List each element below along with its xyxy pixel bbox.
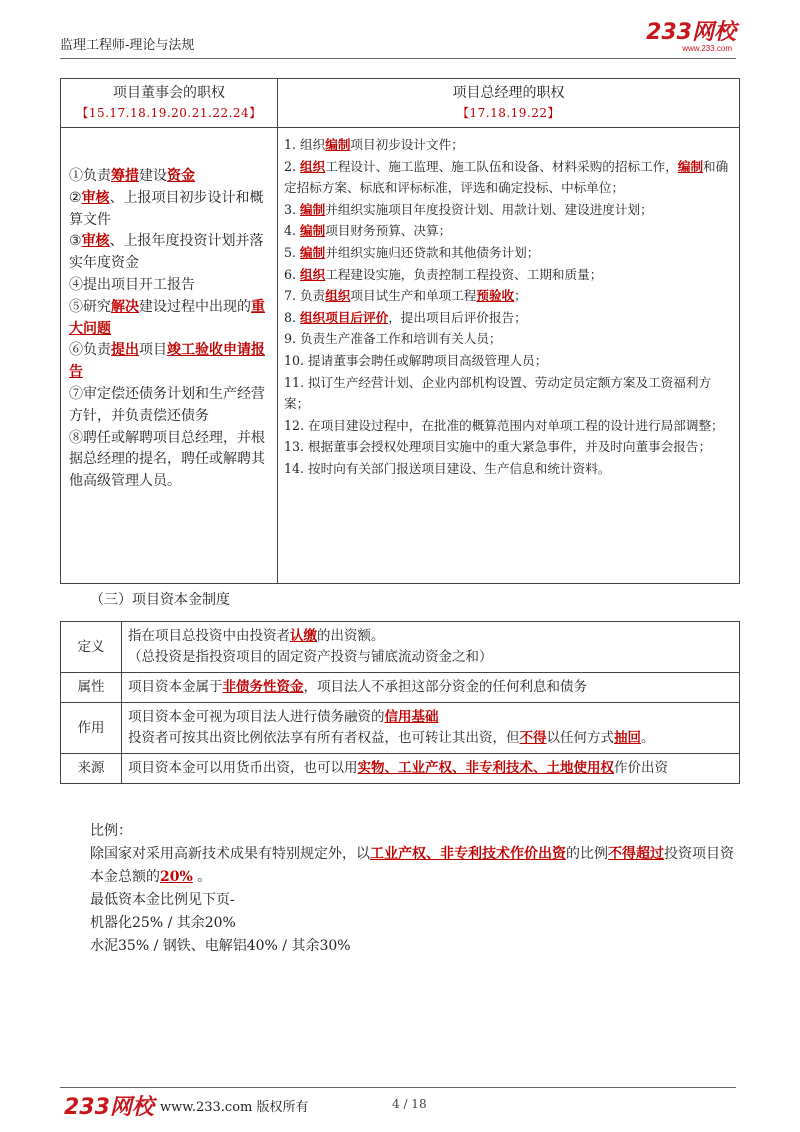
- text-run: 8.: [284, 309, 301, 325]
- keyword-highlight: 提出: [111, 342, 139, 359]
- text-run: 投资者可按其出资比例依法享有所有者权益，也可转让其出资，但: [128, 730, 520, 746]
- capital-row: [61, 622, 740, 673]
- text-run: 5.: [284, 244, 301, 260]
- text-run: 10. 提请董事会聘任或解聘项目高级管理人员；: [284, 352, 548, 368]
- keyword-highlight: 竣工验收申请报告: [69, 342, 265, 381]
- text-run: ⑦审定偿还债务计划和生产经营方针，并负责偿还债务: [69, 385, 265, 424]
- manager-duty-item: [284, 264, 733, 286]
- capital-row-value: [122, 703, 740, 754]
- manager-duty-item: [284, 285, 733, 307]
- keyword-highlight: 解决: [111, 298, 139, 315]
- text-run: 的比例: [566, 846, 608, 862]
- text-run: ；: [514, 288, 527, 304]
- text-run: 工程建设实施，负责控制工程投资、工期和质量；: [325, 266, 603, 282]
- keyword-highlight: 审核: [81, 189, 110, 206]
- text-run: 项目试生产和单项工程: [350, 288, 477, 304]
- capital-row-key: 定义: [61, 622, 122, 673]
- ratio-label: 比例：: [90, 823, 132, 839]
- value-line: [128, 626, 733, 647]
- manager-duty-item: [284, 220, 733, 242]
- text-run: ④提出项目开工报告: [69, 276, 195, 293]
- header-title: 监理工程师-理论与法规: [60, 38, 195, 53]
- text-run: 项目初步设计文件；: [350, 137, 464, 152]
- text-run: 11. 拟订生产经营计划、企业内部机构设置、劳动定员定额方案及工资福利方案；: [284, 374, 712, 412]
- text-run: ①负责: [69, 168, 111, 184]
- text-run: 作价出资: [614, 760, 668, 776]
- text-run: 项目资本金可视为项目法人进行债务融资的: [128, 709, 385, 725]
- capital-row: [61, 673, 740, 703]
- text-run: 除国家对采用高新技术成果有特别规定外，以: [90, 846, 370, 862]
- footer-copyright: www.233.com 版权所有: [160, 1100, 309, 1115]
- capital-row-value: [122, 673, 740, 703]
- text-run: 的出资额。: [317, 628, 385, 644]
- manager-header: 项目总经理的职权 【17.18.19.22】: [278, 79, 740, 128]
- value-line: [128, 647, 733, 668]
- keyword-highlight: 编制: [300, 201, 326, 217]
- authority-table: [60, 78, 740, 584]
- logo-text: 233网校: [646, 20, 736, 45]
- keyword-highlight: 编制: [325, 137, 351, 152]
- manager-duty-item: [284, 350, 733, 372]
- keyword-highlight: 抽回: [614, 730, 641, 746]
- footer-logo[interactable]: 233网校: [64, 1095, 154, 1120]
- keyword-highlight: 不得超过: [608, 846, 664, 862]
- text-run: 投资项目资本金总额的: [90, 846, 734, 885]
- text-run: 3.: [284, 201, 301, 217]
- ratio-line-cement: 水泥35% / 钢铁、电解铝40% / 其余30%: [90, 938, 351, 954]
- text-run: ③: [69, 233, 82, 250]
- text-run: 14. 按时向有关部门报送项目建设、生产信息和统计资料。: [284, 460, 611, 476]
- board-ref: 【15.17.18.19.20.21.22.24】: [76, 106, 262, 120]
- keyword-highlight: 组织: [300, 266, 326, 282]
- text-run: ⑥负责: [69, 342, 111, 359]
- text-run: 和确定招标方案、标底和评标标准，评选和确定投标、中标单位；: [284, 158, 729, 196]
- keyword-highlight: 编制: [300, 244, 326, 260]
- keyword-highlight: 不得: [519, 730, 547, 746]
- manager-duty-item: [284, 436, 733, 458]
- keyword-highlight: 组织: [325, 288, 351, 304]
- keyword-highlight: 非债务性资金: [222, 679, 304, 695]
- value-line: [128, 677, 733, 698]
- manager-duty-item: [284, 242, 733, 264]
- manager-duty-item: [284, 134, 733, 156]
- footer-rule: [60, 1087, 736, 1088]
- ratio-note: 最低资本金比例见下页-: [90, 892, 235, 908]
- board-duty-item: [69, 275, 273, 297]
- text-run: 以任何方式: [546, 730, 614, 746]
- text-run: 项目财务预算、决算；: [325, 223, 452, 239]
- board-duty-item: [69, 297, 273, 341]
- keyword-highlight: 组织: [300, 158, 326, 174]
- text-run: ，项目法人不承担这部分资金的任何利息和债务: [303, 679, 587, 695]
- capital-row-value: [122, 754, 740, 784]
- text-run: 指在项目总投资中由投资者: [128, 628, 290, 644]
- text-run: 工程设计、施工监理、施工队伍和设备、材料采购的招标工作，: [325, 158, 678, 174]
- section-title: （三）项目资本金制度: [90, 592, 230, 608]
- capital-row: [61, 754, 740, 784]
- text-run: （总投资是指投资项目的固定资产投资与铺底流动资金之和）: [128, 649, 493, 665]
- capital-row-key: 来源: [61, 754, 122, 784]
- manager-duty-item: [284, 458, 733, 480]
- board-duty-item: [69, 384, 273, 428]
- keyword-highlight: 资金: [167, 168, 195, 184]
- keyword-highlight: 预验收: [476, 288, 515, 304]
- text-run: 项目资本金可以用货币出资，也可以用: [128, 760, 358, 776]
- keyword-highlight: 重大问题: [69, 298, 265, 337]
- text-run: 建设过程中出现的: [139, 298, 251, 315]
- text-run: ②: [69, 189, 82, 206]
- keyword-highlight: 筹措: [111, 168, 139, 184]
- board-duty-item: [69, 428, 273, 493]
- manager-duty-item: [284, 199, 733, 221]
- value-line: [128, 707, 733, 728]
- text-run: ⑧聘任或解聘项目总经理，并根据总经理的提名，聘任或解聘其他高级管理人员。: [69, 429, 265, 490]
- text-run: 12. 在项目建设过程中，在批准的概算范围内对单项工程的设计进行局部调整；: [284, 417, 724, 433]
- manager-ref: 【17.18.19.22】: [456, 106, 561, 120]
- text-run: 9. 负责生产准备工作和培训有关人员；: [284, 331, 502, 347]
- text-run: 7. 负责: [284, 288, 326, 304]
- manager-duty-item: [284, 328, 733, 350]
- manager-duties: [278, 128, 740, 584]
- board-duty-item: [69, 166, 273, 188]
- keyword-highlight: 编制: [300, 223, 326, 239]
- text-run: 。: [192, 869, 212, 885]
- text-run: ，提出项目后评价报告；: [388, 309, 527, 325]
- keyword-highlight: 20%: [160, 869, 193, 885]
- ratio-line-machinery: 机器化25% / 其余20%: [90, 915, 236, 931]
- manager-duty-item: [284, 372, 733, 415]
- keyword-highlight: 工业产权、非专利技术作价出资: [370, 846, 566, 862]
- keyword-highlight: 实物、工业产权、非专利技术、土地使用权: [357, 760, 614, 776]
- board-duty-item: [69, 231, 273, 275]
- capital-row-key: 作用: [61, 703, 122, 754]
- text-run: 项目: [139, 342, 167, 359]
- text-run: 1. 组织: [284, 137, 326, 152]
- ratio-block: [60, 820, 740, 958]
- text-run: 4.: [284, 223, 301, 239]
- text-run: 6.: [284, 266, 301, 282]
- logo-url: www.233.com: [682, 44, 732, 53]
- text-run: 并组织实施归还贷款和其他债务计划；: [325, 244, 540, 260]
- keyword-highlight: 编制: [677, 158, 704, 174]
- page-number: 4 / 18: [392, 1097, 427, 1111]
- manager-duty-item: [284, 156, 733, 199]
- capital-row-key: 属性: [61, 673, 122, 703]
- value-line: [128, 728, 733, 749]
- keyword-highlight: 审核: [81, 233, 110, 250]
- text-run: 、上报年度投资计划并落实年度资金: [69, 233, 264, 272]
- ratio-rule: [60, 843, 740, 889]
- keyword-highlight: 信用基础: [384, 709, 439, 725]
- text-run: 建设: [139, 168, 167, 184]
- text-run: 并组织实施项目年度投资计划、用款计划、建设进度计划；: [325, 201, 653, 217]
- text-run: 项目资本金属于: [128, 679, 223, 695]
- text-run: 。: [641, 730, 655, 746]
- board-duties: [61, 128, 278, 584]
- header-rule: [60, 58, 736, 59]
- keyword-highlight: 组织项目后评价: [300, 309, 389, 325]
- brand-logo[interactable]: [646, 22, 736, 53]
- manager-duty-item: [284, 415, 733, 437]
- text-run: 13. 根据董事会授权处理项目实施中的重大紧急事件，并及时向董事会报告；: [284, 439, 712, 455]
- capital-row: [61, 703, 740, 754]
- board-header: 项目董事会的职权 【15.17.18.19.20.21.22.24】: [61, 79, 278, 128]
- text-run: ⑤研究: [69, 298, 111, 315]
- board-duty-item: [69, 188, 273, 232]
- keyword-highlight: 认缴: [290, 628, 317, 644]
- board-duty-item: [69, 340, 273, 384]
- value-line: [128, 758, 733, 779]
- capital-row-value: [122, 622, 740, 673]
- capital-table: [60, 621, 740, 784]
- manager-duty-item: [284, 307, 733, 329]
- text-run: 、上报项目初步设计和概算文件: [69, 189, 264, 228]
- text-run: 2.: [284, 158, 301, 174]
